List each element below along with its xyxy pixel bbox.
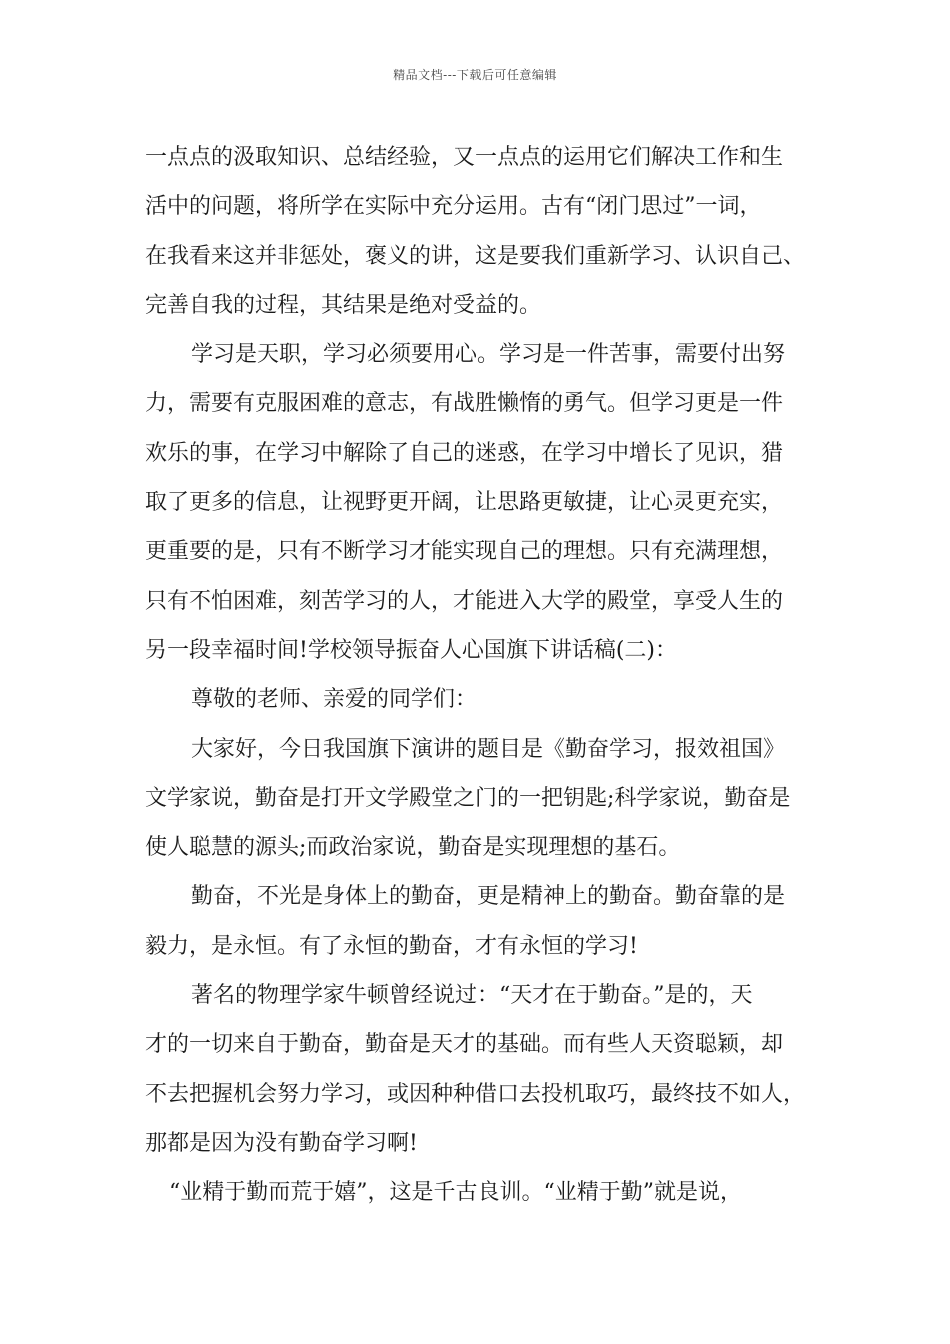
text-line: 勤奋，不光是身体上的勤奋，更是精神上的勤奋。勤奋靠的是 xyxy=(191,884,786,910)
text-line: 欢乐的事，在学习中解除了自己的迷惑，在学习中增长了见识，猎 xyxy=(145,440,784,466)
text-line: 在我看来这并非惩处，褒义的讲，这是要我们重新学习、认识自己、 xyxy=(145,243,806,269)
text-line: 另一段幸福时间!学校领导振奋人心国旗下讲话稿(二)： xyxy=(145,637,678,663)
text-line: 那都是因为没有勤奋学习啊! xyxy=(145,1130,418,1156)
text-line: 完善自我的过程，其结果是绝对受益的。 xyxy=(145,292,542,318)
text-line: 使人聪慧的源头;而政治家说，勤奋是实现理想的基石。 xyxy=(145,835,681,861)
page-header: 精品文档---下载后可任意编辑 xyxy=(393,68,557,82)
text-line: 著名的物理学家牛顿曾经说过：“天才在于勤奋。”是的，天 xyxy=(191,983,753,1009)
text-line: 只有不怕困难，刻苦学习的人，才能进入大学的殿堂，享受人生的 xyxy=(145,588,784,614)
text-line: 更重要的是，只有不断学习才能实现自己的理想。只有充满理想， xyxy=(145,539,784,565)
text-line: 力，需要有克服困难的意志，有战胜懒惰的勇气。但学习更是一件 xyxy=(145,391,784,417)
text-line: 才的一切来自于勤奋，勤奋是天才的基础。而有些人天资聪颖，却 xyxy=(145,1032,784,1058)
text-line: 大家好，今日我国旗下演讲的题目是《勤奋学习，报效祖国》 xyxy=(191,736,786,762)
text-line: “业精于勤而荒于嬉”，这是千古良训。“业精于勤”就是说， xyxy=(169,1180,742,1206)
text-line: 取了更多的信息，让视野更开阔，让思路更敏捷，让心灵更充实， xyxy=(145,490,784,516)
text-line: 一点点的汲取知识、总结经验，又一点点的运用它们解决工作和生 xyxy=(145,145,784,170)
document-body xyxy=(145,133,835,1218)
text-line: 文学家说，勤奋是打开文学殿堂之门的一把钥匙;科学家说，勤奋是 xyxy=(145,785,791,811)
text-line: 毅力，是永恒。有了永恒的勤奋，才有永恒的学习! xyxy=(145,933,638,959)
text-line: 学习是天职，学习必须要用心。学习是一件苦事，需要付出努 xyxy=(191,342,786,368)
text-line: 活中的问题，将所学在实际中充分运用。古有“闭门思过”一词， xyxy=(145,194,762,220)
text-line: 不去把握机会努力学习，或因种种借口去投机取巧，最终技不如人， xyxy=(145,1081,806,1107)
text-line: 尊敬的老师、亲爱的同学们： xyxy=(191,687,478,713)
